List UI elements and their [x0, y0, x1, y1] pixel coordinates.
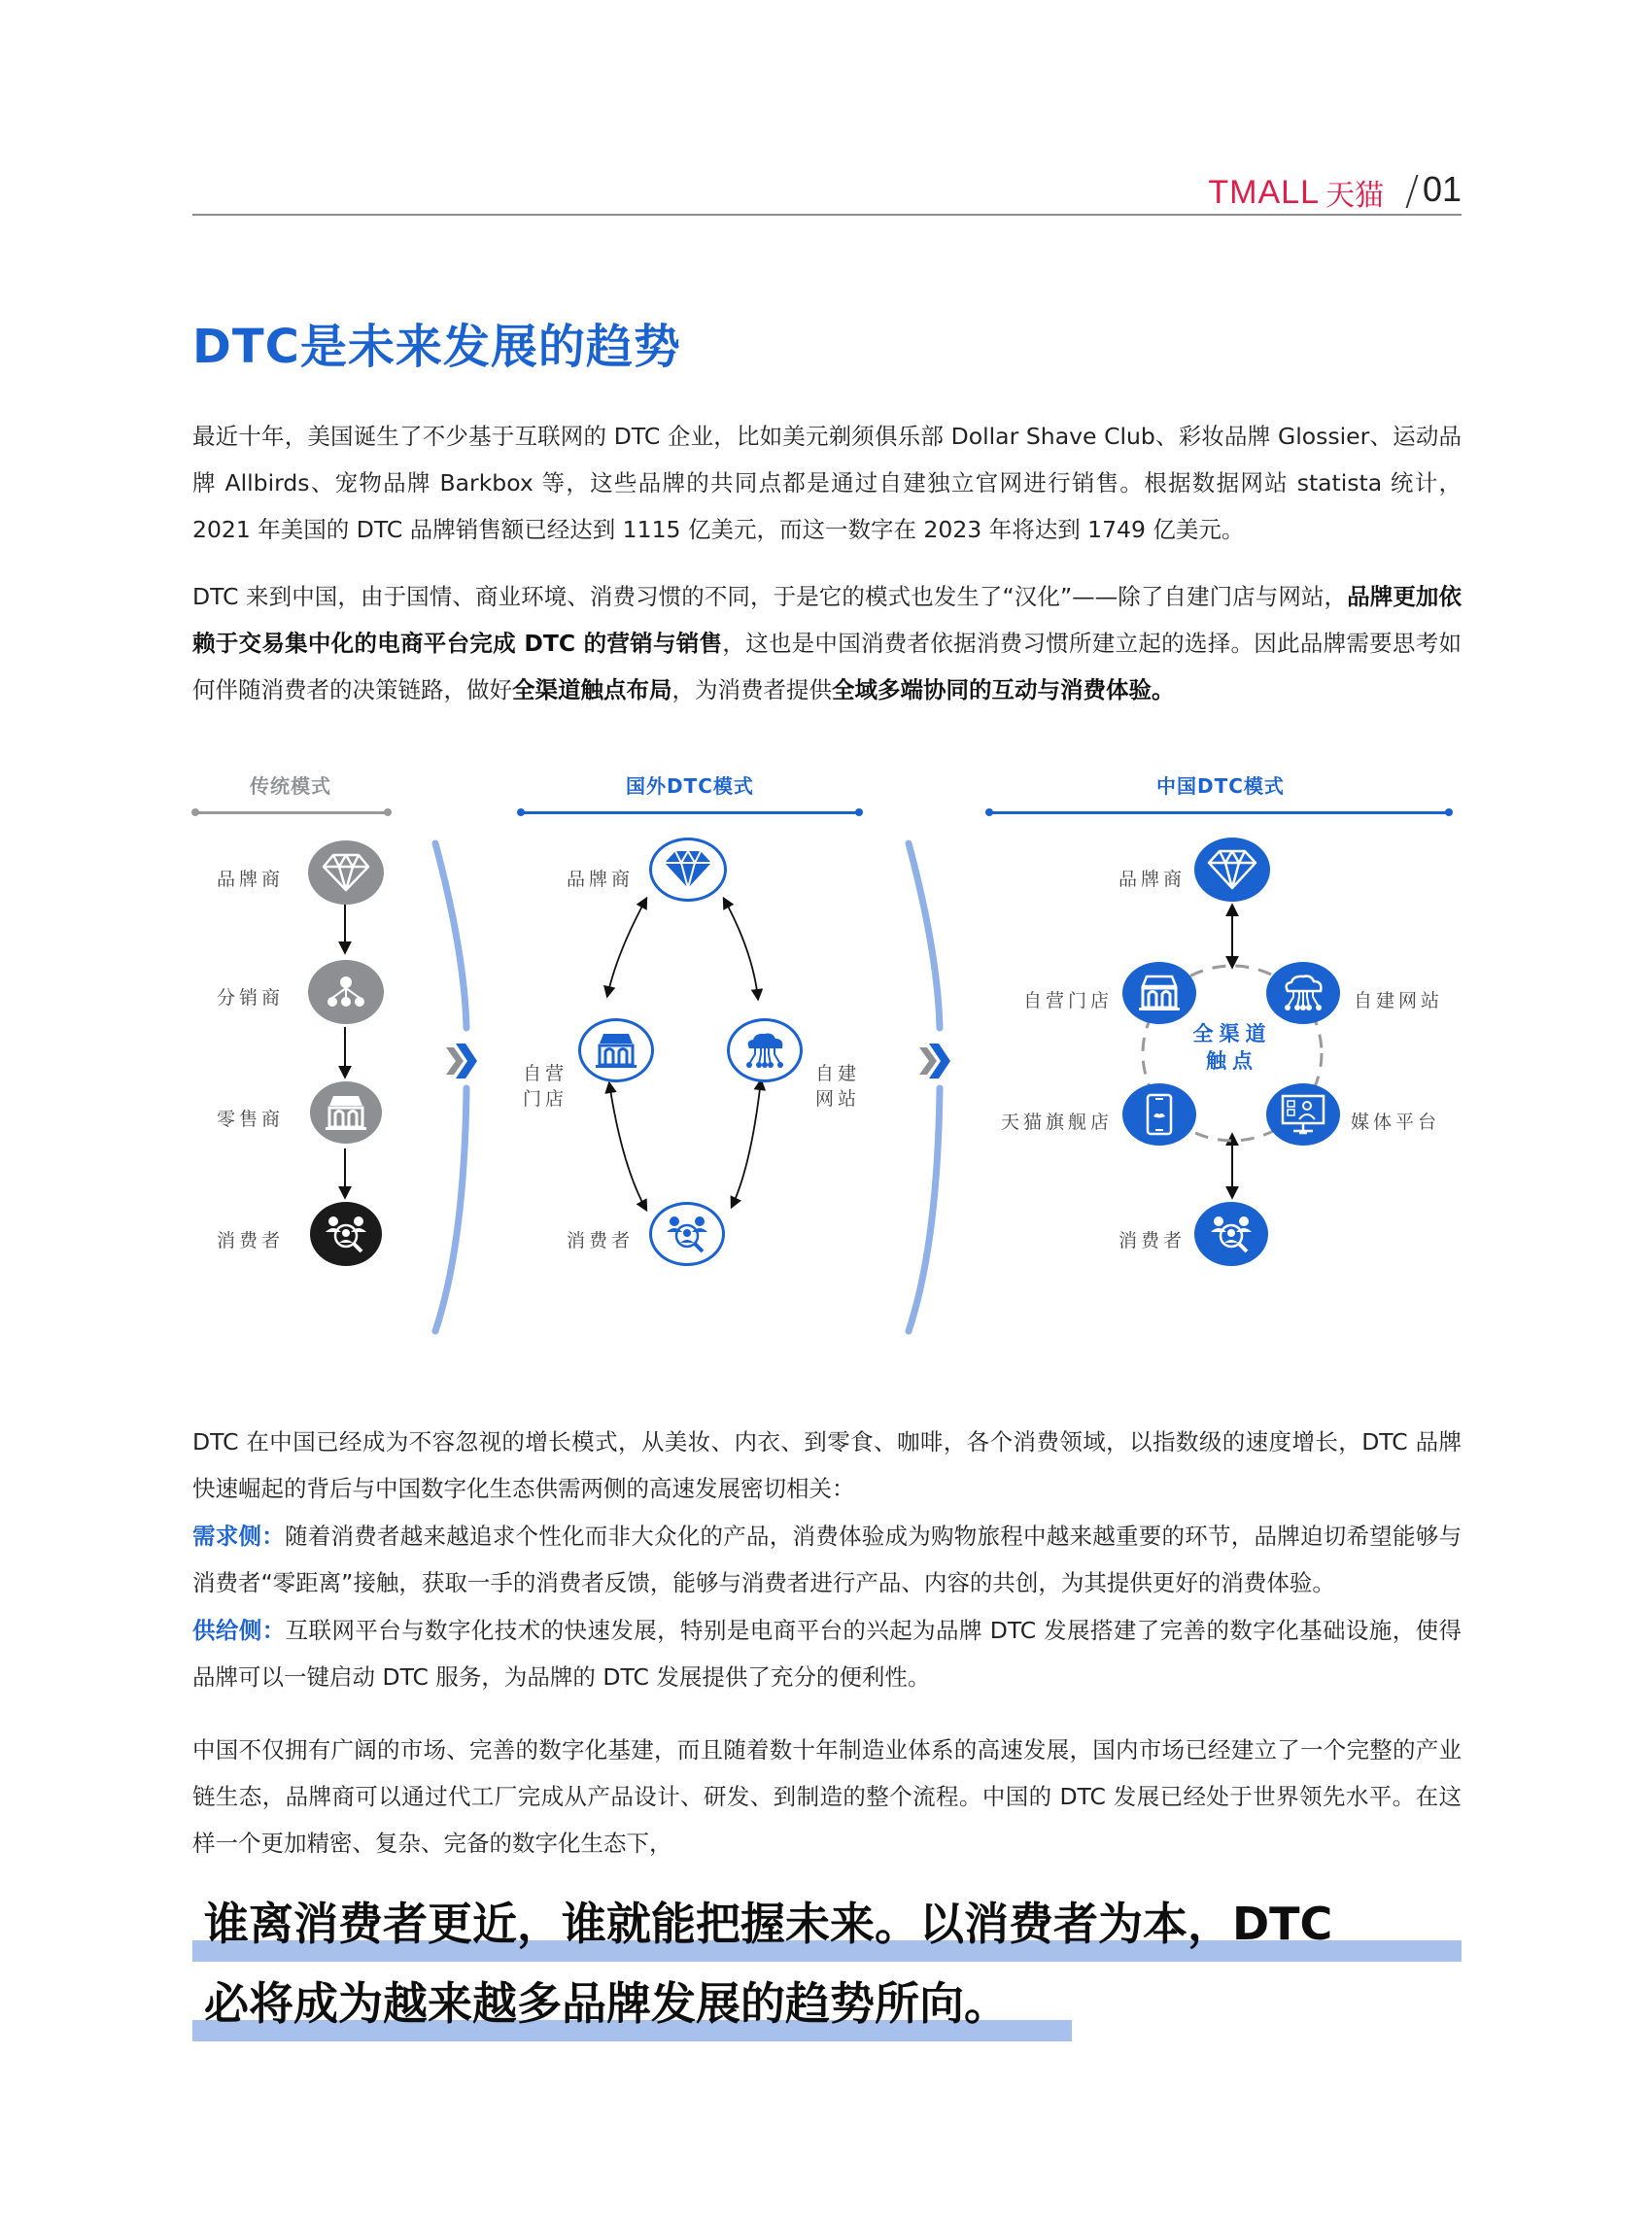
demand-side-label: 需求侧：: [192, 1523, 285, 1550]
chevron-right-icon: [917, 1042, 952, 1080]
diamond-icon: [649, 838, 727, 902]
dtc-model-diagram: [189, 758, 1472, 1360]
page-number: 01: [1422, 169, 1462, 209]
label-line: 网站: [815, 1088, 861, 1110]
monitor-icon: [1266, 1083, 1340, 1146]
node-label-consumer: 消费者: [217, 1230, 285, 1251]
bold-text: 全渠道触点布局: [512, 676, 672, 703]
quote-line-1: [192, 1890, 1475, 1969]
hub-line: 触点: [1206, 1049, 1258, 1073]
node-label-brand: 品牌商: [217, 869, 285, 890]
text: ，为消费者提供: [671, 676, 832, 703]
label-line: 自建: [815, 1063, 861, 1084]
hub-line: 全渠道: [1192, 1022, 1272, 1045]
cloud-network-icon: [727, 1018, 803, 1082]
paragraph-supply-side: [192, 1607, 1462, 1700]
cloud-network-icon: [1266, 962, 1340, 1024]
store-icon: [578, 1018, 654, 1082]
store-icon: [1122, 962, 1196, 1024]
node-label-distributor: 分销商: [217, 987, 285, 1009]
node-label-own-website: [815, 1061, 860, 1112]
page-title: DTC是未来发展的趋势: [192, 320, 681, 374]
quote-text: 必将成为越来越多品牌发展的趋势所向。: [204, 1977, 1009, 2030]
node-label-own-store: [523, 1061, 568, 1112]
bold-text: 品牌更加依赖于交易集中化的电商平台完成 DTC 的营销与销售: [192, 583, 1463, 657]
consumer-search-icon: [1194, 1202, 1268, 1266]
paragraph-china-ecosystem: 中国不仅拥有广阔的市场、完善的数字化基建，而且随着数十年制造业体系的高速发展，国内市场已经建立了一个完整的产业链生态，品牌商可以通过代工厂完成从产品设计、研发、到制造的整个流程。中国的 DTC 发展已经处于世界领先水平。在这样一个更加精密、复杂、完备的数字化生态下，: [192, 1736, 1462, 1857]
header-separator: [1405, 175, 1418, 208]
chevron-right-icon: [444, 1042, 479, 1080]
text: DTC 来到中国，由于国情、商业环境、消费习惯的不同，于是它的模式也发生了“汉化”——除了自建门店与网站，: [192, 583, 1348, 610]
node-label-consumer: 消费者: [1119, 1230, 1187, 1251]
mobile-phone-icon: [1122, 1083, 1196, 1146]
label-line: 自营: [523, 1063, 568, 1084]
tmall-logo: [1208, 171, 1384, 214]
section-divider: [194, 811, 389, 814]
brand-latin: TMALL: [1208, 173, 1320, 211]
page-header: [192, 165, 1462, 216]
node-label-retailer: 零售商: [217, 1109, 285, 1130]
node-label-tmall-store: 天猫旗舰店: [1001, 1112, 1114, 1133]
section-divider: [520, 811, 860, 814]
node-label-own-website: 自建网站: [1354, 990, 1444, 1011]
traditional-model-title: 传统模式: [250, 774, 331, 798]
label-line: 门店: [523, 1088, 568, 1110]
highlight-quote: [192, 1890, 1475, 2049]
node-label-brand: 品牌商: [567, 869, 635, 890]
china-dtc-title: 中国DTC模式: [1156, 774, 1285, 798]
bold-text: 全域多端协同的互动与消费体验。: [832, 676, 1175, 703]
section-divider: [988, 811, 1450, 814]
diamond-icon: [1194, 838, 1270, 902]
consumer-search-icon: [649, 1202, 725, 1266]
diamond-icon: [308, 840, 384, 905]
foreign-dtc-title: 国外DTC模式: [626, 774, 754, 798]
supply-side-text: 互联网平台与数字化技术的快速发展，特别是电商平台的兴起为品牌 DTC 发展搭建了完善的数字化基础设施，使得品牌可以一键启动 DTC 服务，为品牌的 DTC 发展提供了充分的便利性。: [192, 1617, 1463, 1691]
node-label-own-store: 自营门店: [1023, 990, 1114, 1011]
demand-side-text: 随着消费者越来越追求个性化而非大众化的产品，消费体验成为购物旅程中越来越重要的环节，品牌迫切希望能够与消费者“零距离”接触，获取一手的消费者反馈，能够与消费者进行产品、内容的共创，为其提供更好的消费体验。: [192, 1523, 1462, 1596]
paragraph-china-dtc: [192, 573, 1462, 713]
omnichannel-hub-label: [1184, 1020, 1281, 1075]
node-label-brand: 品牌商: [1119, 869, 1187, 890]
paragraph-demand-side: [192, 1513, 1462, 1606]
node-label-consumer: 消费者: [567, 1230, 635, 1251]
quote-text: 谁离消费者更近，谁就能把握未来。以消费者为本，DTC: [204, 1898, 1333, 1950]
paragraph-growth: DTC 在中国已经成为不容忽视的增长模式，从美妆、内衣、到零食、咖啡，各个消费领域，以指数级的速度增长，DTC 品牌快速崛起的背后与中国数字化生态供需两侧的高速发展密切相关：: [192, 1428, 1462, 1502]
store-icon: [310, 1081, 382, 1144]
node-label-media-platform: 媒体平台: [1351, 1112, 1441, 1133]
paragraph-intro: 最近十年，美国诞生了不少基于互联网的 DTC 企业，比如美元剃须俱乐部 Dollar Shave Club、彩妆品牌 Glossier、运动品牌 Allbirds、宠物品牌 Barkbox 等，这些品牌的共同点都是通过自建独立官网进行销售。根据数据网站 statista 统计，2021 年美国的 DTC 品牌销售额已经达到 1115 亿美元，而这一数字在 2023 年将达到 1749 亿美元。: [192, 423, 1462, 543]
hierarchy-icon: [308, 960, 384, 1024]
quote-line-2: [192, 1969, 1475, 2049]
supply-side-label: 供给侧：: [192, 1617, 286, 1644]
header-divider: [192, 214, 1462, 216]
brand-cn: 天猫: [1325, 179, 1384, 213]
consumer-search-icon: [310, 1202, 382, 1266]
text: ，这也是中国消费者依据消费习惯所建立起的选择。因此品牌需要思考如何伴随消费者的决策链路，做好: [192, 630, 1462, 703]
